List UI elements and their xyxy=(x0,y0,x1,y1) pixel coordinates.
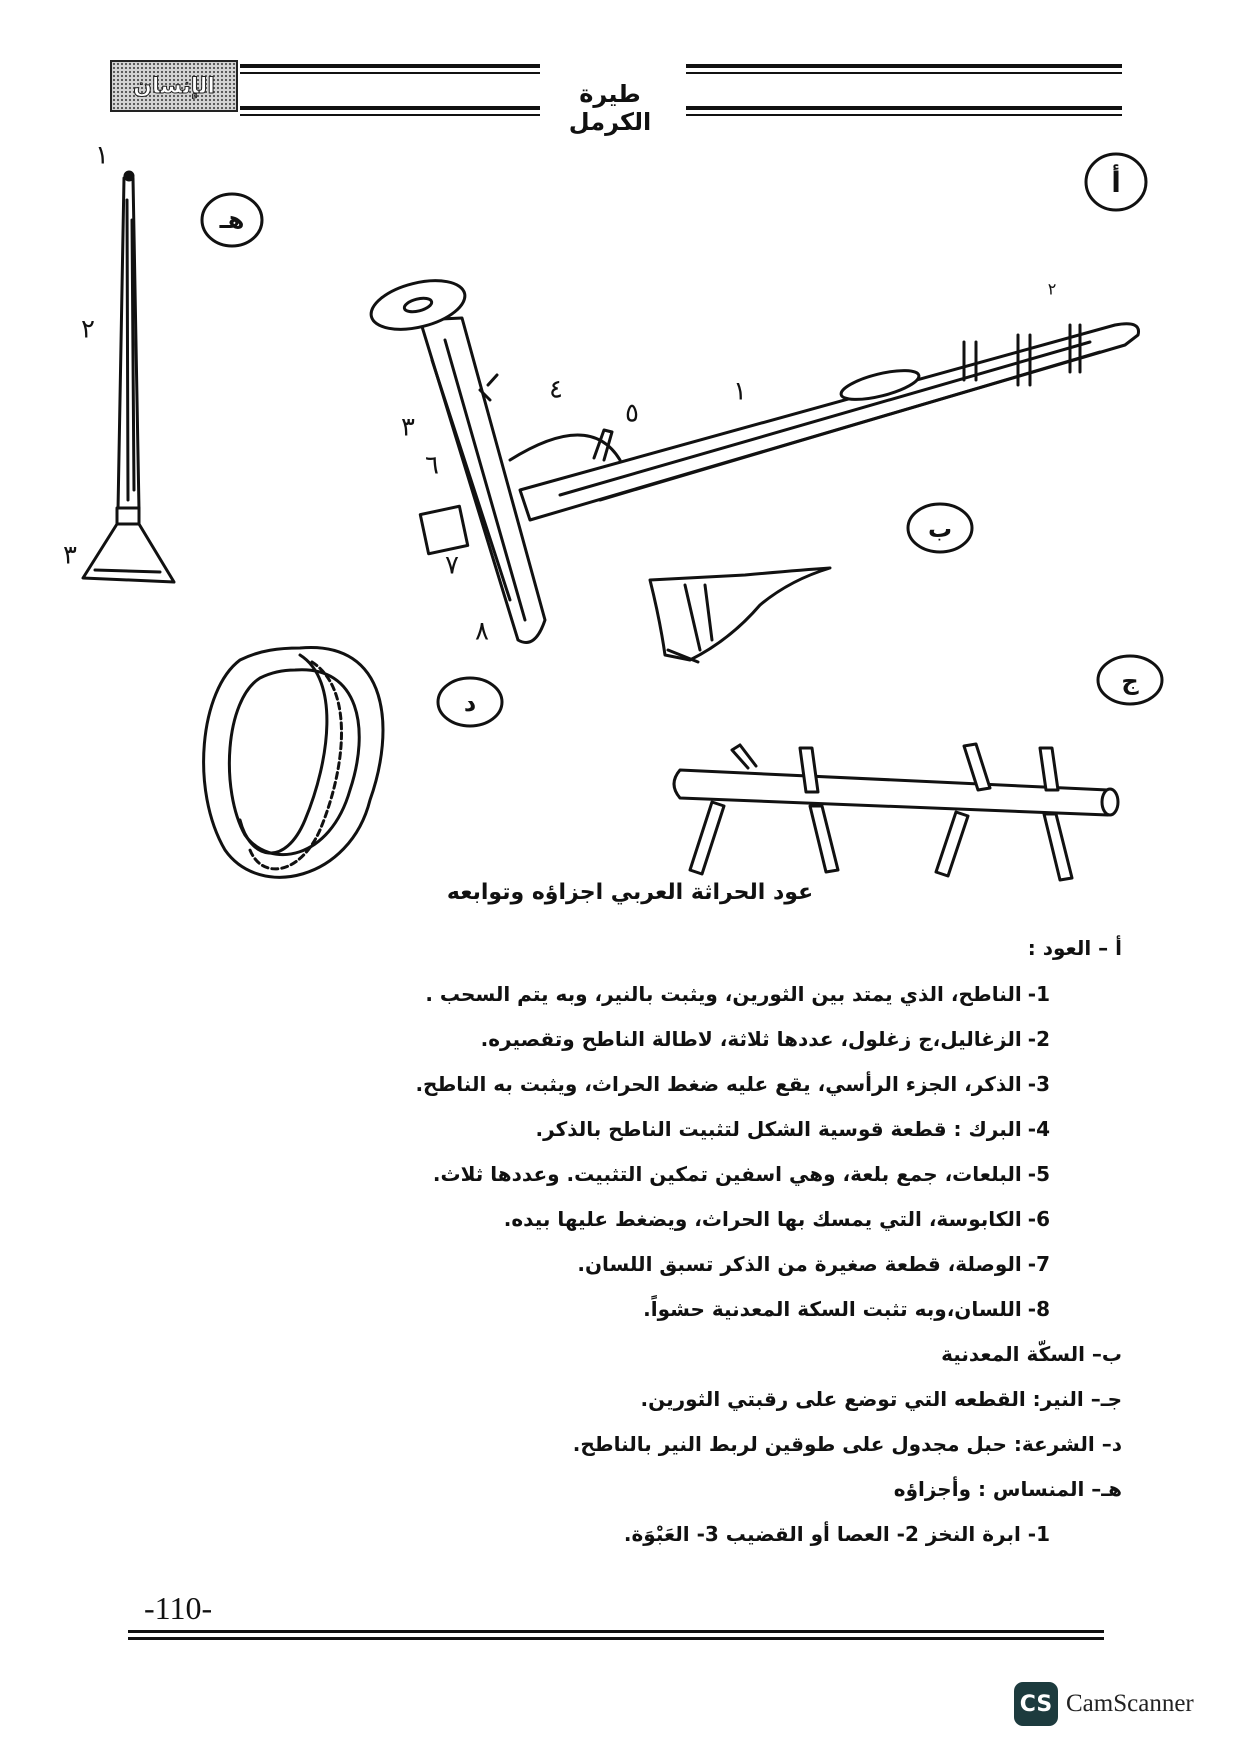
list-item: 7-الوصلة، قطعة صغيرة من الذكر تسبق اللسان. xyxy=(577,1252,1050,1276)
section-badge-text: الإنسان xyxy=(133,73,215,99)
list-item: 5-البلعات، جمع بلعة، وهي اسفين تمكين التثبيت. وعددها ثلاث. xyxy=(432,1162,1050,1186)
list-item: 4-البرك : قطعة قوسية الشكل لتثبيت الناطح بالذكر. xyxy=(535,1117,1050,1141)
section-a-heading: أ – العود : xyxy=(1027,936,1122,960)
plough-part-5: ٥ xyxy=(625,398,639,429)
section-d: د– الشرعة: حبل مجدول على طوقين لربط النير بالناطح. xyxy=(572,1432,1122,1456)
plough-share-drawing xyxy=(650,568,830,662)
page-number: -110- xyxy=(144,1590,213,1626)
rope-rings-drawing xyxy=(204,648,383,878)
list-item: 6-الكابوسة، التي يمسك بها الحراث، ويضغط عليها بيده. xyxy=(503,1207,1050,1231)
plough-part-3: ٣ xyxy=(401,412,415,443)
plough-part-1: ١ xyxy=(733,376,747,407)
list-item: 2-الزغاليل،ج زغلول، عددها ثلاثة، لاطالة الناطح وتقصيره. xyxy=(480,1027,1050,1051)
camscanner-logo-text: CS xyxy=(1019,1691,1053,1717)
plough-part-4: ٤ xyxy=(549,374,563,405)
figure-caption: عود الحراثة العربي اجزاؤه وتوابعه xyxy=(446,880,814,905)
goad-part-2: ٢ xyxy=(81,314,95,345)
label-c: ج xyxy=(1121,667,1139,695)
yoke-drawing xyxy=(674,744,1118,880)
goad-part-1: ١ xyxy=(95,140,109,171)
label-d: د xyxy=(463,689,477,717)
section-e-heading: هـ– المنساس : وأجزاؤه xyxy=(893,1477,1122,1501)
list-item: 1-الناطح، الذي يمتد بين الثورين، ويثبت بالنير، وبه يتم السحب . xyxy=(425,982,1050,1006)
section-c: جـ– النير: القطعه التي توضع على رقبتي الثورين. xyxy=(640,1387,1122,1411)
parts-description xyxy=(415,926,1122,1557)
header-title: طيرة الكرمل xyxy=(568,80,652,136)
plough-part-8: ٨ xyxy=(475,616,489,647)
list-item: 8-اللسان،وبه تثبت السكة المعدنية حشواً. xyxy=(643,1297,1050,1321)
section-b: ب– السكّة المعدنية xyxy=(941,1342,1122,1366)
label-a: أ xyxy=(1111,166,1121,199)
footer-rule xyxy=(128,1630,1104,1640)
section-e-parts: 1- ابرة النخز 2- العصا أو القضيب 3- العَبْوَة. xyxy=(623,1522,1050,1546)
label-e: هـ xyxy=(219,206,245,234)
list-item: 3-الذكر، الجزء الرأسي، يقع عليه ضغط الحراث، ويثبت به الناطح. xyxy=(415,1072,1050,1096)
plough-part-6: ٦ xyxy=(425,450,439,481)
plough-part-2a: ٢ xyxy=(1047,279,1057,299)
camscanner-name: CamScanner xyxy=(1066,1690,1194,1717)
goad-drawing xyxy=(83,172,174,582)
camscanner-logo xyxy=(1014,1682,1058,1726)
plough-part-7: ٧ xyxy=(445,550,459,581)
goad-part-3: ٣ xyxy=(63,540,77,571)
label-b: ب xyxy=(927,515,953,543)
